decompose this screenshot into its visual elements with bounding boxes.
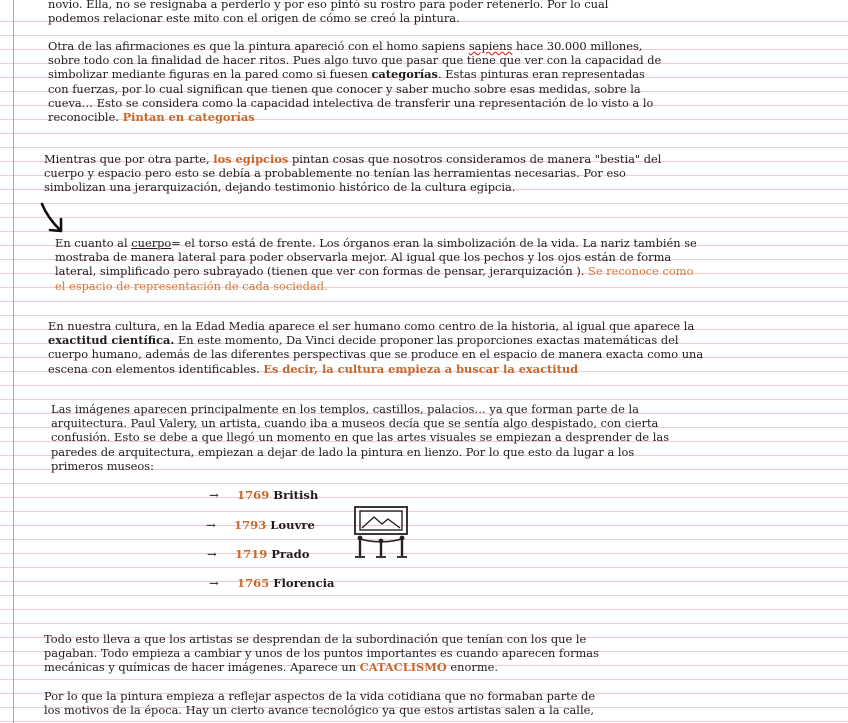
highlight-text: Pintan en categorías <box>122 110 255 125</box>
curved-arrow-icon <box>38 200 68 236</box>
highlight-text: el espacio de representación de cada sociedad. <box>55 278 328 293</box>
paragraph-middle-ages: En nuestra cultura, en la Edad Media aparece el ser humano como centro de la historia, al igual que aparece la exactitud científica. En este momento, Da Vinci decide proponer las proporciones exactas matemáticas del cuerpo humano, además de las diferentes perspectivas que se produce en el espacio de manera exacta como una escena con elementos identificables. Es decir, la cultura empieza a buscar la exactitud <box>48 319 704 376</box>
text-line: novio. Ella, no se resignaba a perderlo y por eso pintó su rostro para poder retenerlo. Por lo cual <box>48 0 609 11</box>
margin-line <box>13 0 14 723</box>
paragraph-homo-sapiens: Otra de las afirmaciones es que la pintura apareció con el homo sapiens sapiens hace 30.000 millones, sobre todo con la finalidad de hacer ritos. Pues algo tuvo que pasar que tiene que ver con la capacidad de simbolizar mediante figuras en la pared como si fuesen categorías. Estas pinturas eran representadas con fuerzas, por lo cual significan que tienen que conocer y saber mucho sobre esas medidas, sobre la cueva… Esto se considera como la capacidad intelectiva de transferir una representación de lo visto a lo reconocible. Pintan en categorías <box>48 39 662 125</box>
paragraph-egyptians: Mientras que por otra parte, los egipcios pintan cosas que nosotros consideramos de manera "bestia" del cuerpo y espacio pero esto se debía a probablemente no tenían las herramientas necesarias. Por eso simbolizan una jerarquización, dejando testimonio histórico de la cultura egipcia. <box>44 152 662 195</box>
right-arrow-icon: → <box>207 547 217 561</box>
paragraph-body: En cuanto al cuerpo= el torso está de frente. Los órganos eran la simbolización de la vida. La nariz también se mostraba de manera lateral para poder observarla mejor. Al igual que los pechos y los ojos están de forma lateral, simplificado pero subrayado (tienen que ver con formas de pensar, jerarquización ). Se reconoce como el espacio de representación de cada sociedad. <box>55 236 697 293</box>
highlight-text: Se reconoce como <box>588 264 694 279</box>
underlined-term: cuerpo <box>131 236 172 250</box>
bold-term: categorías <box>371 67 438 82</box>
bold-term: exactitud científica. <box>48 333 175 348</box>
museum-year: 1793 <box>234 518 267 532</box>
museum-item-florencia <box>209 576 335 590</box>
museum-item-prado <box>207 547 309 561</box>
museum-name: Prado <box>271 547 310 561</box>
museum-item-louvre <box>206 518 315 532</box>
right-arrow-icon: → <box>206 518 216 532</box>
museum-year: 1769 <box>237 488 270 502</box>
misspelled-word: sapiens <box>468 39 513 53</box>
paragraph-artists: Todo esto lleva a que los artistas se desprendan de la subordinación que tenían con los que le pagaban. Todo empieza a cambiar y unos de los puntos importantes es cuando aparecen formas mecánicas y químicas de hacer imágenes. Aparece un CATACLISMO enorme. <box>44 632 599 675</box>
museum-name: Louvre <box>270 518 315 532</box>
highlight-text: los egipcios <box>213 152 289 166</box>
right-arrow-icon: → <box>209 576 219 590</box>
museum-item-british <box>209 488 318 502</box>
museum-gallery-icon <box>352 505 410 561</box>
text-line: podemos relacionar este mito con el origen de cómo se creó la pintura. <box>48 11 460 26</box>
paragraph-daily-life: Por lo que la pintura empieza a reflejar aspectos de la vida cotidiana que no formaban parte de los motivos de la época. Hay un cierto avance tecnológico ya que estos artistas salen a la calle, <box>44 689 596 718</box>
highlight-text: CATACLISMO <box>359 660 447 675</box>
museum-name: Florencia <box>273 576 335 590</box>
highlight-text: Es decir, la cultura empieza a buscar la exactitud <box>263 361 579 376</box>
museum-year: 1765 <box>237 576 270 590</box>
museum-name: British <box>273 488 319 502</box>
museum-year: 1719 <box>235 547 268 561</box>
paragraph-museums: Las imágenes aparecen principalmente en los templos, castillos, palacios… ya que forman parte de la arquitectura. Paul Valery, un artista, cuando iba a museos decía que se sentía algo despistado, con cierta confusión. Esto se debe a que llegó un momento en que las artes visuales se empiezan a desprender de las paredes de arquitectura, empiezan a dejar de lado la pintura en lienzo. Por lo que esto da lugar a los primeros museos: <box>51 402 670 473</box>
paragraph-myth <box>48 0 608 25</box>
right-arrow-icon: → <box>209 488 219 502</box>
